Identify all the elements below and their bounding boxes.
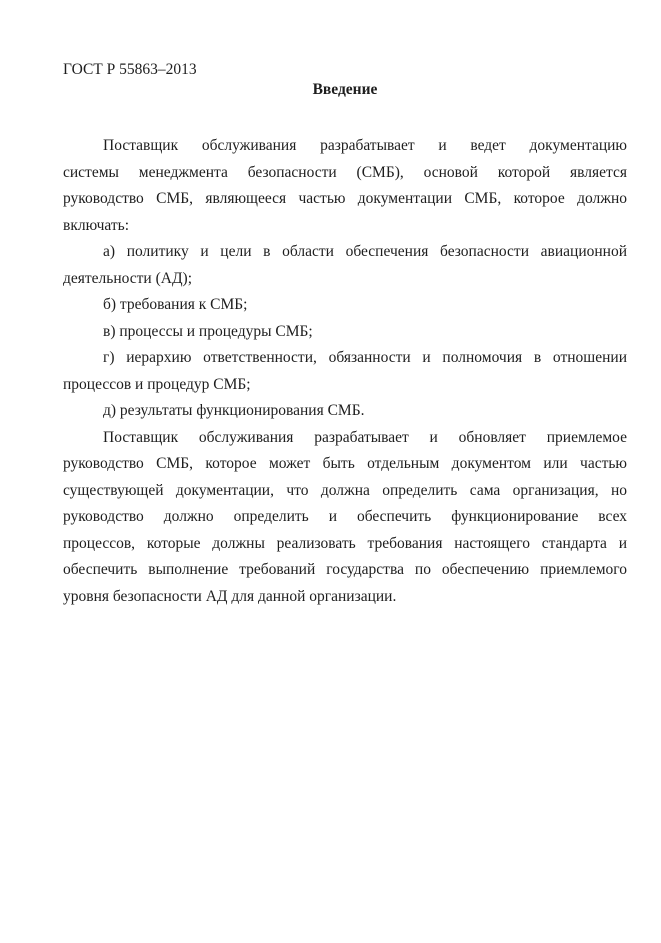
- text-line: в) процессы и процедуры СМБ;: [103, 322, 313, 340]
- text-line: руководство СМБ, которое может быть отдельным документом или частью: [63, 455, 627, 472]
- text-line: процессов и процедур СМБ;: [63, 375, 251, 393]
- text-line: г) иерархию ответственности, обязанности и полномочия в отношении: [103, 349, 627, 366]
- text-line: Поставщик обслуживания разрабатывает и обновляет приемлемое: [103, 428, 627, 446]
- text-line: существующей документации, что должна определить сама организация, но: [63, 481, 627, 499]
- document-content: [63, 57, 627, 610]
- section-title: Введение: [312, 80, 378, 98]
- text-line: уровня безопасности АД для данной организации.: [63, 587, 397, 605]
- text-line: деятельности (АД);: [63, 269, 193, 287]
- text-line: включать:: [63, 216, 129, 234]
- document-page: [0, 57, 661, 943]
- text-line: а) политику и цели в области обеспечения безопасности авиационной: [103, 243, 627, 260]
- text-line: руководство СМБ, являющееся частью документации СМБ, которое должно: [63, 190, 627, 207]
- text-line: б) требования к СМБ;: [103, 296, 248, 313]
- document-body: [63, 133, 627, 610]
- text-line: системы менеджмента безопасности (СМБ), основой которой является: [63, 163, 627, 181]
- document-header: ГОСТ Р 55863–2013: [63, 61, 197, 78]
- text-line: д) результаты функционирования СМБ.: [103, 402, 365, 419]
- text-line: Поставщик обслуживания разрабатывает и ведет документацию: [103, 137, 627, 154]
- text-line: обеспечить выполнение требований государства по обеспечению приемлемого: [63, 561, 627, 578]
- text-line: руководство должно определить и обеспечить функционирование всех: [63, 508, 627, 525]
- text-line: процессов, которые должны реализовать требования настоящего стандарта и: [63, 534, 627, 552]
